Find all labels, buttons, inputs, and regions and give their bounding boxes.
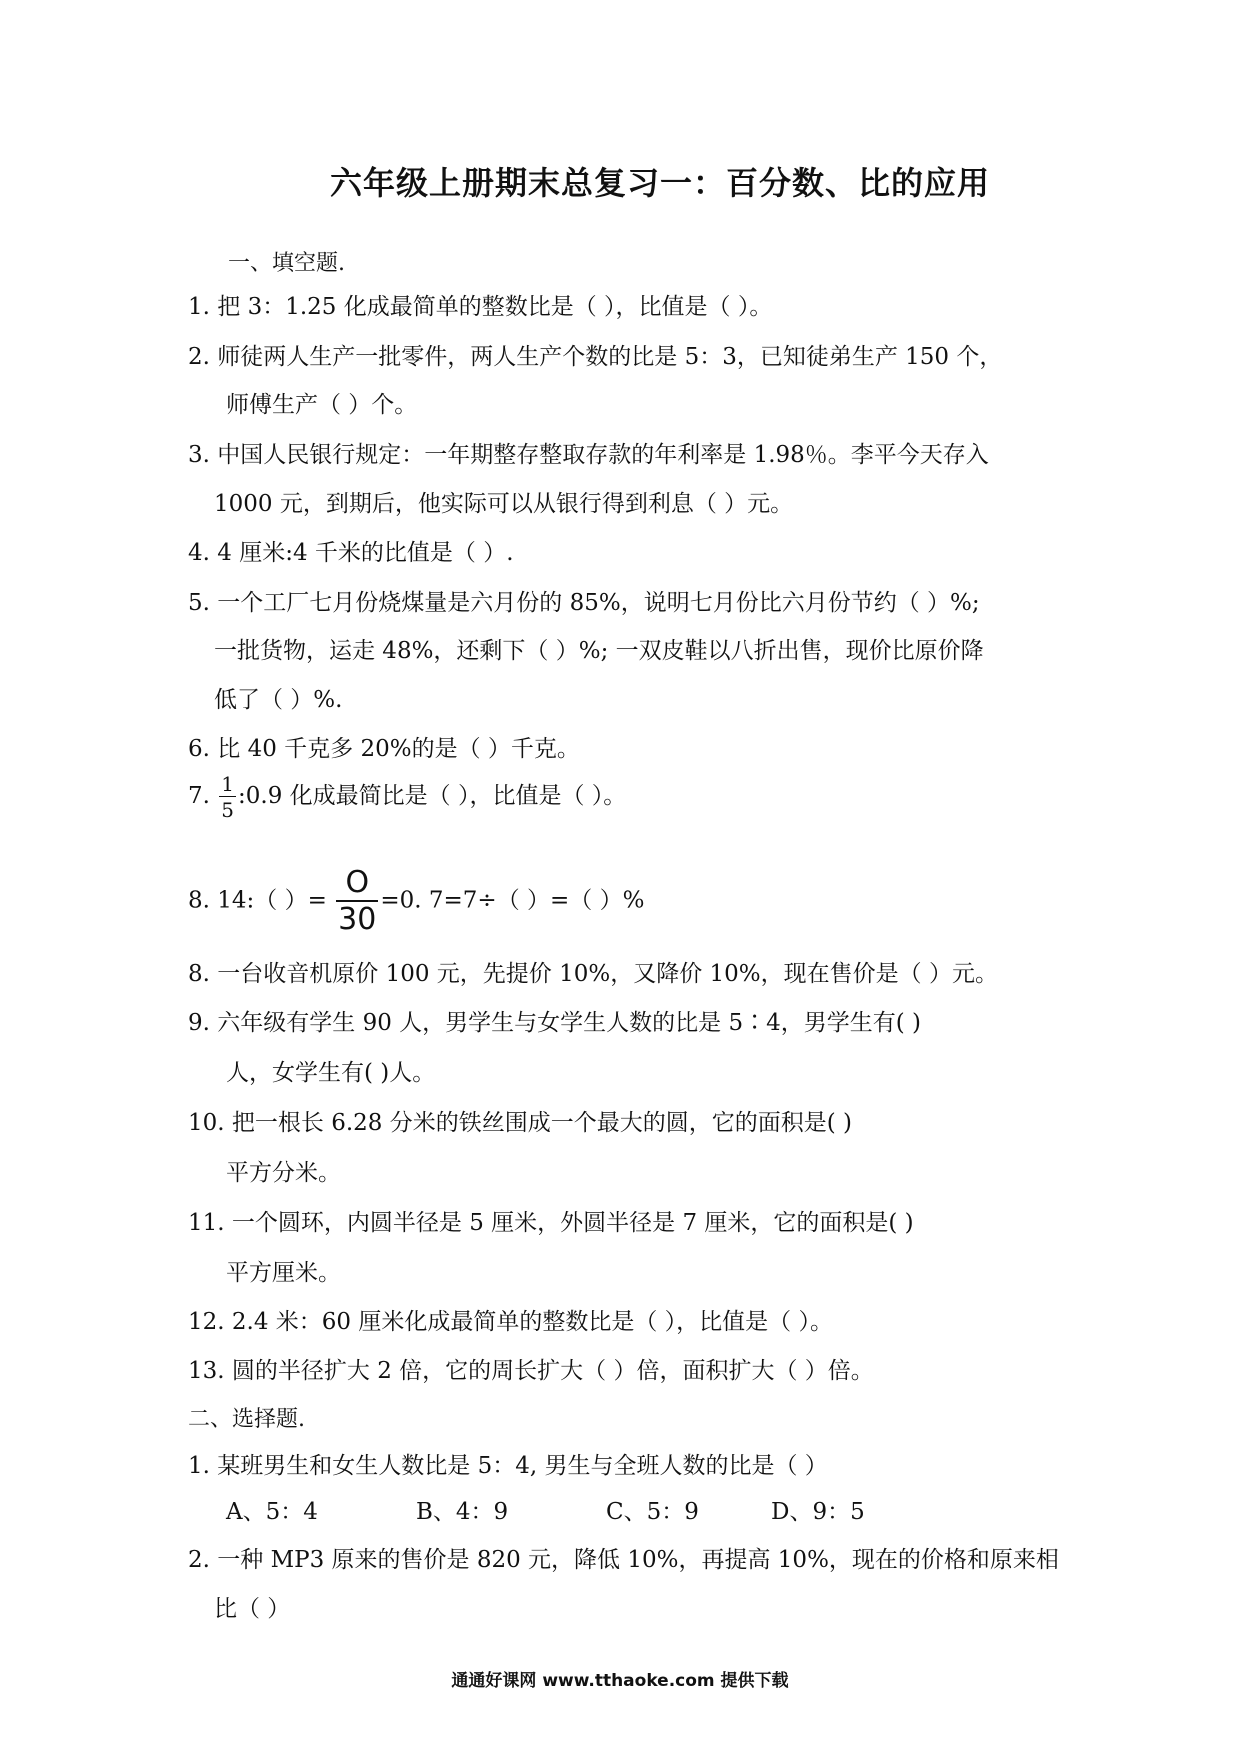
question-13: 13. 圆的半径扩大 2 倍，它的周长扩大（ ）倍，面积扩大（ ）倍。	[188, 1358, 874, 1384]
choice-question-2-line-1: 2. 一种 MP3 原来的售价是 820 元，降低 10%，再提高 10%，现在的价格和原来相	[188, 1547, 1059, 1573]
question-5-line-2: 一批货物，运走 48%，还剩下（ ）%; 一双皮鞋以八折出售，现价比原价降	[214, 638, 984, 664]
question-7-number: 7.	[188, 783, 210, 809]
section-heading-fill-blank: 一、填空题.	[228, 251, 345, 276]
fraction-blank-over-30	[336, 865, 378, 937]
question-7-text: :0.9 化成最简比是（ ），比值是（ ）。	[238, 783, 627, 809]
option-a: A、5：4	[226, 1499, 318, 1525]
question-5-line-1: 5. 一个工厂七月份烧煤量是六月份的 85%，说明七月份比六月份节约（ ）%;	[188, 590, 980, 616]
fraction-numerator: O	[336, 868, 378, 902]
question-12: 12. 2.4 米：60 厘米化成最简单的整数比是（ ），比值是（ ）。	[188, 1309, 833, 1335]
question-4: 4. 4 厘米:4 千米的比值是（ ）.	[188, 540, 514, 566]
question-9-line-2: 人，女学生有( )人。	[226, 1060, 436, 1086]
question-10-line-1: 10. 把一根长 6.28 分米的铁丝围成一个最大的圆，它的面积是( )	[188, 1110, 852, 1136]
question-8-radio: 8. 一台收音机原价 100 元，先提价 10%，又降价 10%，现在售价是（ ）元。	[188, 961, 998, 987]
question-11-line-1: 11. 一个圆环，内圆半径是 5 厘米，外圆半径是 7 厘米，它的面积是( )	[188, 1210, 914, 1236]
option-b: B、4：9	[416, 1499, 509, 1525]
question-3-line-1: 3. 中国人民银行规定：一年期整存整取存款的年利率是 1.98％。李平今天存入	[188, 442, 989, 468]
question-9-line-1: 9. 六年级有学生 90 人，男学生与女学生人数的比是 5∶4，男学生有( )	[188, 1010, 921, 1036]
question-10-line-2: 平方分米。	[226, 1160, 341, 1186]
fraction-denominator: 5	[221, 798, 234, 822]
fraction-denominator: 30	[338, 902, 377, 937]
option-d: D、9：5	[771, 1499, 865, 1525]
question-7	[188, 774, 626, 820]
page-footer: 通通好课网 www.tthaoke.com 提供下载	[451, 1671, 789, 1691]
fraction-numerator: 1	[221, 772, 234, 796]
question-8-prefix: 8. 14:（ ）=	[188, 887, 327, 914]
question-1: 1. 把 3：1.25 化成最简单的整数比是（ ），比值是（ ）。	[188, 294, 773, 320]
choice-question-1-options	[226, 1497, 865, 1527]
choice-question-1: 1. 某班男生和女生人数比是 5：4, 男生与全班人数的比是（ ）	[188, 1453, 828, 1479]
question-6: 6. 比 40 千克多 20%的是（ ）千克。	[188, 736, 580, 762]
section-heading-choice: 二、选择题.	[188, 1407, 305, 1432]
question-2-line-1: 2. 师徒两人生产一批零件，两人生产个数的比是 5：3，已知徒弟生产 150 个，	[188, 344, 1003, 370]
question-5-line-3: 低了（ ）%.	[214, 687, 343, 713]
page-title: 六年级上册期末总复习一：百分数、比的应用	[330, 164, 991, 202]
question-11-line-2: 平方厘米。	[226, 1260, 341, 1286]
question-8-suffix: =0. 7=7÷（ ）=（ ）%	[380, 887, 645, 914]
question-3-line-2: 1000 元，到期后，他实际可以从银行得到利息（ ）元。	[214, 491, 794, 517]
question-2-line-2: 师傅生产（ ）个。	[226, 392, 418, 418]
choice-question-2-line-2: 比（ ）	[214, 1596, 291, 1622]
fraction-one-fifth	[219, 774, 236, 820]
question-8-fraction	[188, 865, 645, 937]
option-c: C、5：9	[606, 1499, 699, 1525]
